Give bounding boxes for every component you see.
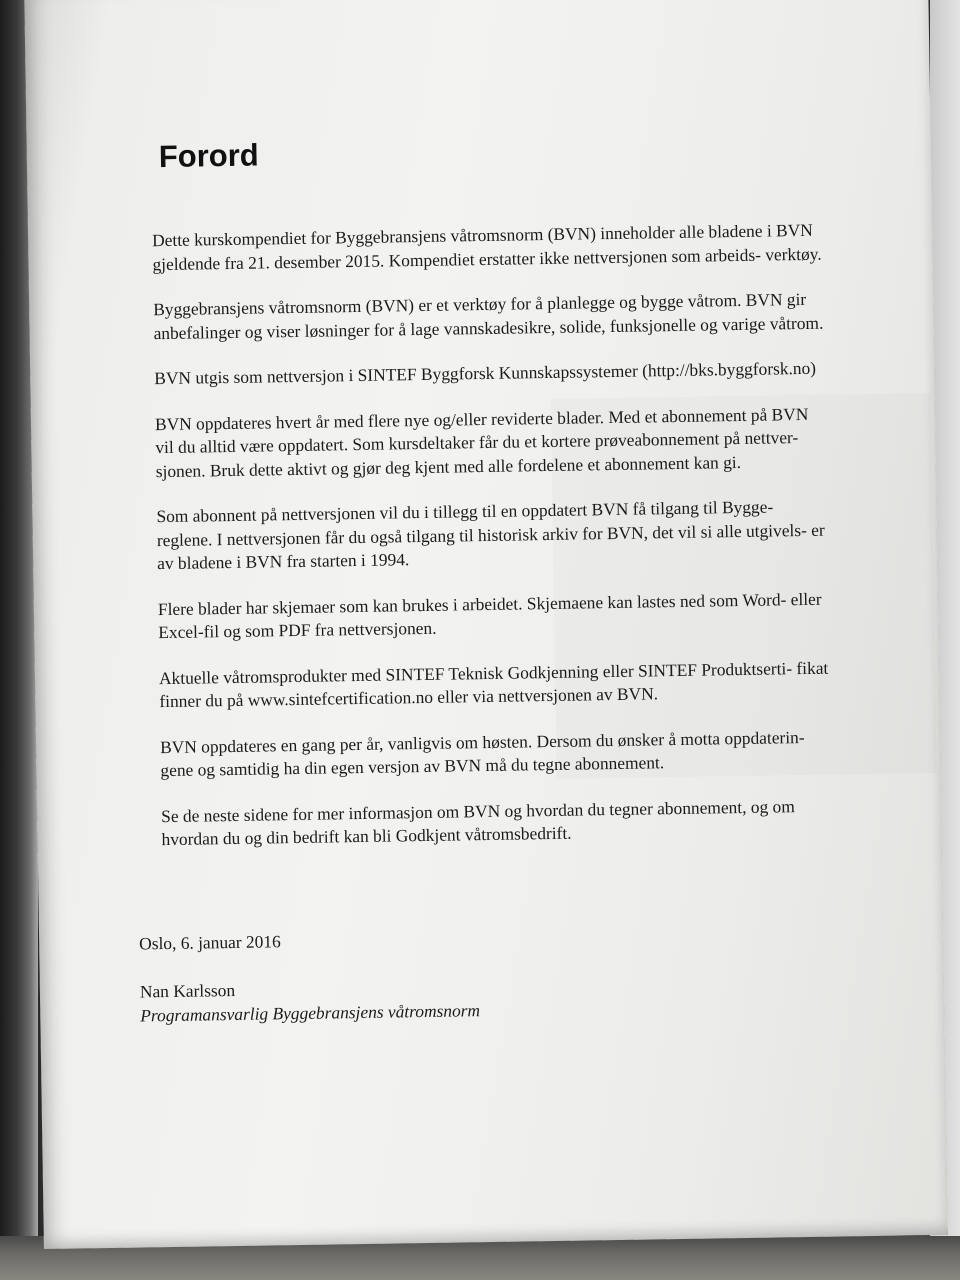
page-title: Forord (158, 137, 259, 175)
paragraph: Se de neste sidene for mer informasjon om BVN og hvordan du tegner abonnement, og om hvordan du og din bedrift kan bli Godkjent våtromsbedrift. (161, 795, 795, 850)
paragraph: Aktuelle våtromsprodukter med SINTEF Teknisk Godkjenning eller SINTEF Produktserti- fikat finner du på www.sintefcertification.no eller via nettversjonen av BVN. (158, 657, 829, 712)
paragraph: Flere blader har skjemaer som kan brukes i arbeidet. Skjemaene kan lastes ned som Word- eller Excel-fil og som PDF fra nettversjonen. (157, 588, 822, 643)
paragraph: BVN oppdateres hvert år med flere nye og/eller reviderte blader. Med et abonnement på BVN vil du alltid være oppdatert. Som kursdeltaker får du et kortere prøveabonnement på nettver- sjonen. Bruk dette aktivt og gjør deg kjent med alle fordelene et abonnement kan gi. (154, 403, 809, 481)
document-page (24, 0, 948, 1249)
signer-name: Nan Karlsson (139, 979, 236, 1002)
paragraph: Byggebransjens våtromsnorm (BVN) er et verktøy for å planlegge og bygge våtrom. BVN gir anbefalinger og viser løsninger for å lage vannskadesikre, solide, funksjonelle og varige våtrom. (153, 288, 824, 343)
paragraph: BVN utgis som nettversjon i SINTEF Byggforsk Kunnskapssystemer (http://bks.byggforsk.no) (154, 357, 817, 389)
body-text (152, 219, 832, 874)
place-date: Oslo, 6. januar 2016 (139, 931, 281, 954)
signer-role: Programansvarlig Byggebransjens våtromsnorm (140, 1000, 481, 1026)
paragraph: Som abonnent på nettversjonen vil du i tillegg til en oppdatert BVN få tilgang til Bygge- reglene. I nettversjonen får du også tilgang til historisk arkiv for BVN, det vil si alle utgivels- er av bladene i BVN fra starten i 1994. (156, 496, 825, 574)
paragraph: Dette kurskompendiet for Byggebransjens våtromsnorm (BVN) inneholder alle bladene i BVN gjeldende fra 21. desember 2015. Kompendiet erstatter ikke nettversjonen som arbeids- verktøy. (151, 219, 822, 274)
paragraph: BVN oppdateres en gang per år, vanligvis om høsten. Dersom du ønsker å motta oppdaterin- gene og samtidig ha din egen versjon av BVN må du tegne abonnement. (159, 726, 805, 781)
